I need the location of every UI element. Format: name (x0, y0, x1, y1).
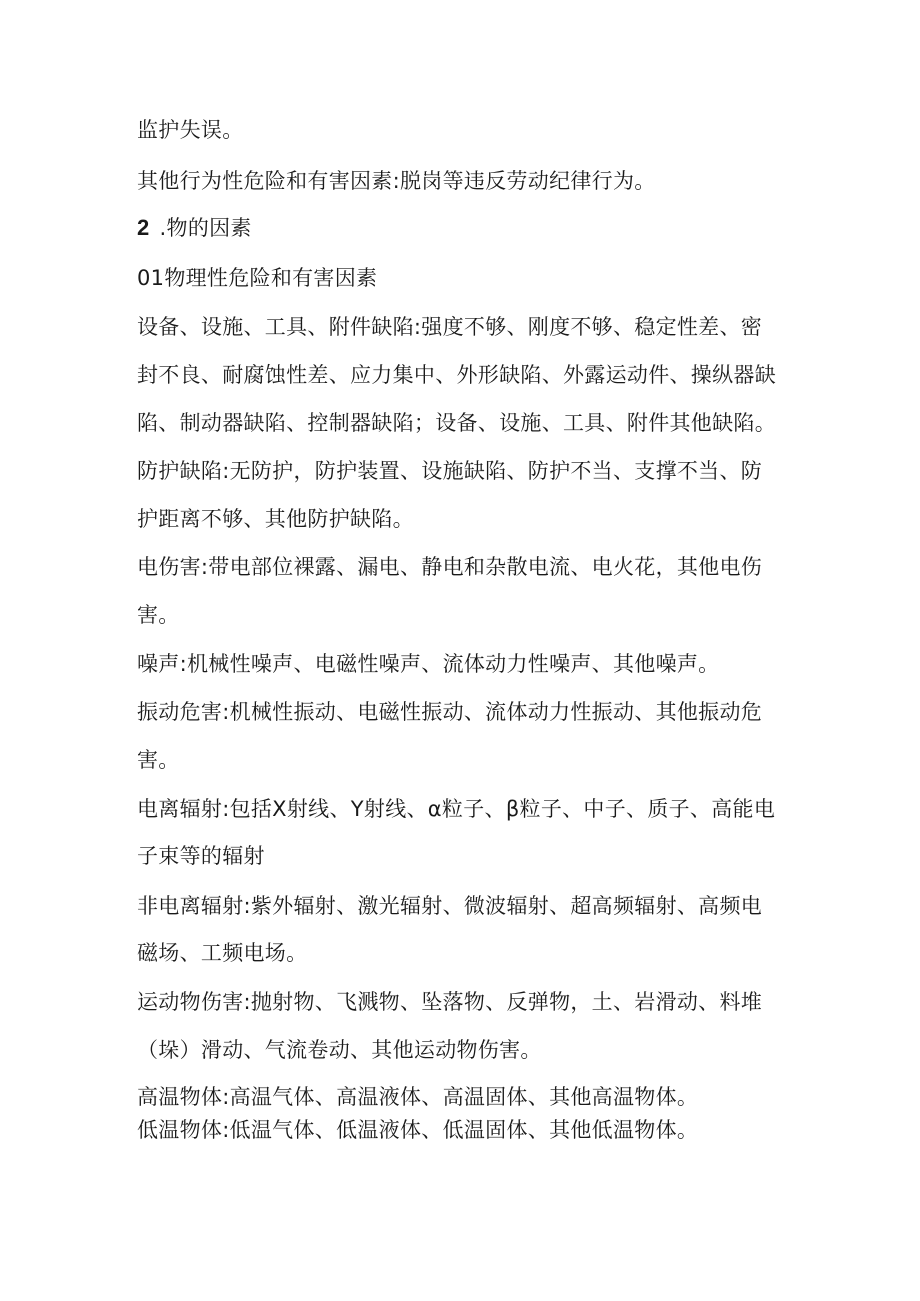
text-line: 监护失误。 (137, 118, 244, 142)
section-title: .物的因素 (159, 216, 252, 240)
subsection-heading: 01物理性危险和有害因素 (137, 266, 378, 290)
text-line: 护距离不够、其他防护缺陷。 (137, 507, 414, 531)
text-line: 振动危害:机械性振动、电磁性振动、流体动力性振动、其他振动危 (137, 700, 763, 724)
text-line: 害。 (137, 603, 180, 627)
text-line: 低温物体:低温气体、低温液体、低温固体、其他低温物体。 (137, 1118, 699, 1142)
text-line: 噪声:机械性噪声、电磁性噪声、流体动力性噪声、其他噪声。 (137, 652, 720, 676)
text-line: 电伤害:带电部位裸露、漏电、静电和杂散电流、电火花，其他电伤 (137, 555, 763, 579)
section-heading (137, 215, 797, 241)
text-line: （垛）滑动、气流卷动、其他运动物伤害。 (137, 1038, 542, 1062)
text-line: 非电离辐射:紫外辐射、激光辐射、微波辐射、超高频辐射、高频电 (137, 894, 763, 918)
text-line: 磁场、工频电场。 (137, 941, 308, 965)
text-line: 高温物体:高温气体、高温液体、高温固体、其他高温物体。 (137, 1085, 699, 1109)
text-line: 电离辐射:包括X射线、Y射线、α粒子、β粒子、中子、质子、高能电 (137, 797, 776, 821)
text-line: 运动物伤害:抛射物、飞溅物、坠落物、反弹物，土、岩滑动、料堆 (137, 990, 763, 1014)
text-line: 防护缺陷:无防护，防护装置、设施缺陷、防护不当、支撑不当、防 (137, 459, 763, 483)
section-number: 2 (137, 215, 150, 240)
text-line: 害。 (137, 748, 180, 772)
text-line: 陷、制动器缺陷、控制器缺陷；设备、设施、工具、附件其他缺陷。 (137, 411, 776, 435)
text-line: 设备、设施、工具、附件缺陷:强度不够、刚度不够、稳定性差、密 (137, 315, 763, 339)
text-line: 子束等的辐射 (137, 844, 265, 868)
text-line: 封不良、耐腐蚀性差、应力集中、外形缺陷、外露运动件、操纵器缺 (137, 363, 776, 387)
text-line: 其他行为性危险和有害因素:脱岗等违反劳动纪律行为。 (137, 169, 656, 193)
